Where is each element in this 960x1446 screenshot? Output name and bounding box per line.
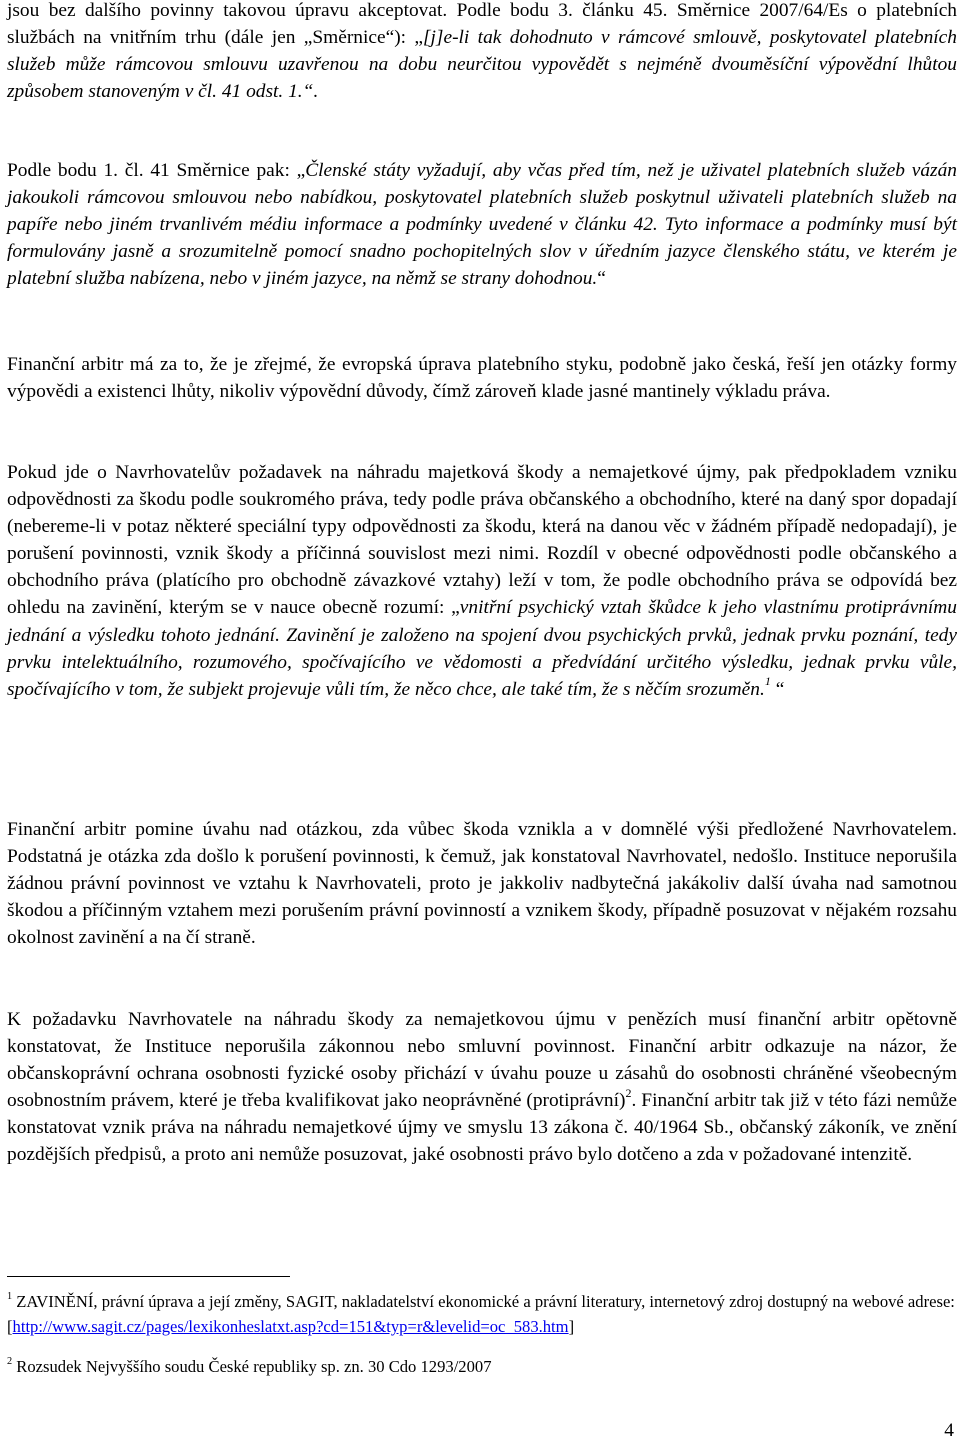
paragraph-damages-claim: Pokud jde o Navrhovatelův požadavek na náhradu majetková škody a nemajetkové újmy, pak předpokladem vzniku odpovědnosti za škodu podle soukromého práva, tedy podle práva občanského a obchodního, které na daný spor dopadají (nebereme-li v potaz některé speciální typy odpovědnosti za škodu, která na danou věc v žádném případě nedopadají), je porušení povinnosti, vznik škody a příčinná souvislost mezi nimi. Rozdíl v obecné odpovědnosti podle občanského a obchodního práva (platícího pro obchodně závazkové vztahy) leží v tom, že podle obchodního práva se odpovídá bez ohledu na zavinění, kterým se v nauce obecně rozumí: „vnitřní psychický vztah škůdce k jeho vlastnímu protiprávnímu jednání a výsledku tohoto jednání. Zavinění je založeno na spojení dvou psychických prvků, jednak prvku poznání, tedy prvku intelektuálního, rozumového, spočívajícího ve vědomosti a předvídání určitého výsledku, jednak prvku vůle, spočívajícího v tom, že subjekt projevuje vůli tím, že něco chce, ale také tím, že s něčím srozuměn.$^1$ “	[7, 462, 957, 700]
footnote-2: $^2$ Rozsudek Nejvyššího soudu České republiky sp. zn. 30 Cdo 1293/2007	[7, 1355, 492, 1376]
paragraph-no-breach: Finanční arbitr pomine úvahu nad otázkou, zda vůbec škoda vznikla a v domnělé výši předložené Navrhovatelem. Podstatná je otázka zda došlo k porušení povinnosti, k čemuž, jak konstatoval Navrhovatel, nedošlo. Instituce neporušila žádnou právní povinnost ve vztahu k Navrhovateli, proto je jakkoliv nadbytečná jakákoliv další úvaha nad samotnou škodou a příčinným vztahem mezi porušením právní povinností a vznikem škody, případně posuzovat v nějakém rozsahu okolnost zavinění a na čí straně.	[7, 819, 957, 949]
paragraph-arbiter-opinion: Finanční arbitr má za to, že je zřejmé, že evropská úprava platebního styku, podobně jako česká, řeší jen otázky formy výpovědi a existenci lhůty, nikoliv výpovědní důvody, čímž zároveň klade jasné mantinely výkladu práva.	[7, 354, 957, 403]
paragraph-nonmaterial-damage: K požadavku Navrhovatele na náhradu škody za nemajetkovou újmu v penězích musí finanční arbitr opětovně konstatovat, že Instituce neporušila zákonnou nebo smluvní povinnost. Finanční arbitr odkazuje na názor, že občanskoprávní ochrana osobnosti fyzické osoby přichází v úvahu pouze u zásahů do osobnosti chráněné všeobecným osobnostním právem, které je třeba kvalifikovat jako neoprávněné (protiprávní)$^2$. Finanční arbitr tak již v této fázi nemůže konstatovat vznik práva na náhradu nemajetkové újmy ve smyslu 13 zákona č. 40/1964 Sb., občanský zákoník, ve znění pozdějších předpisů, a proto ani nemůže posuzovat, jaké osobnosti právo bylo dotčeno a zda v požadované intenzitě.	[7, 1009, 958, 1166]
quote-fault-definition: vnitřní psychický vztah škůdce k jeho vlastnímu protiprávnímu jednání a výsledku tohoto jednání. Zavinění je založeno na spojení dvou psychických prvků, jednak prvku poznání, tedy prvku intelektuálního, rozumového, spočívajícího ve vědomosti a předvídání určitého výsledku, jednak prvku vůle, spočívajícího v tom, že subjekt projevuje vůli tím, že něco chce, ale také tím, že s něčím srozuměn.$^1$	[7, 597, 957, 700]
paragraph-directive-art41: Podle bodu 1. čl. 41 Směrnice pak: „Členské státy vyžadují, aby včas před tím, než je uživatel platebních služeb vázán jakoukoli rámcovou smlouvou nebo nabídkou, poskytovatel platebních služeb poskytnul uživateli platebních služeb na papíře nebo jiném trvanlivém médiu informace a podmínky uvedené v článku 42. Tyto informace a podmínky musí být formulovány jasně a srozumitelně pomocí snadno pochopitelných slov v úředním jazyce členského státu, ve kterém je platební služba nabízena, nebo v jiném jazyce, na němž se strany dohodnou.“	[7, 160, 957, 290]
footnote-separator	[7, 1276, 290, 1277]
quote-art45: [j]e-li tak dohodnuto v rámcové smlouvě, poskytovatel platebních služeb může rámcovou smlouvu uzavřenou na dobu neurčitou vypovědět s nejméně dvouměsíční výpovědní lhůtou způsobem stanoveným v čl. 41 odst. 1.“.	[7, 27, 957, 103]
footnote-1: $^1$ ZAVINĚNÍ, právní úprava a její změny, SAGIT, nakladatelství ekonomické a právní literatury, internetový zdroj dostupný na webové adrese: [http://www.sagit.cz/pages/lexikonheslatxt.asp?cd=151&typ=r&levelid=oc_583.htm]	[7, 1290, 955, 1336]
quote-art41: Členské státy vyžadují, aby včas před tím, než je uživatel platebních služeb vázán jakoukoli rámcovou smlouvou nebo nabídkou, poskytovatel platebních služeb poskytnul uživateli platebních služeb na papíře nebo jiném trvanlivém médiu informace a podmínky uvedené v článku 42. Tyto informace a podmínky musí být formulovány jasně a srozumitelně pomocí snadno pochopitelných slov v úředním jazyce členského státu, ve kterém je platební služba nabízena, nebo v jiném jazyce, na němž se strany dohodnou.	[7, 160, 957, 290]
footnote-1-link[interactable]: http://www.sagit.cz/pages/lexikonheslatxt.asp?cd=151&typ=r&levelid=oc_583.htm	[12, 1317, 569, 1336]
paragraph-directive-art45: jsou bez dalšího povinny takovou úpravu akceptovat. Podle bodu 3. článku 45. Směrnice 2007/64/Es o platebních službách na vnitřním trhu (dále jen „Směrnice“): „[j]e-li tak dohodnuto v rámcové smlouvě, poskytovatel platebních služeb může rámcovou smlouvu uzavřenou na dobu neurčitou vypovědět s nejméně dvouměsíční výpovědní lhůtou způsobem stanoveným v čl. 41 odst. 1.“.	[7, 0, 957, 103]
footnote-ref-1: 1	[764, 674, 771, 689]
footnote-ref-2: 2	[625, 1086, 632, 1101]
page-number: 4	[944, 1420, 954, 1441]
